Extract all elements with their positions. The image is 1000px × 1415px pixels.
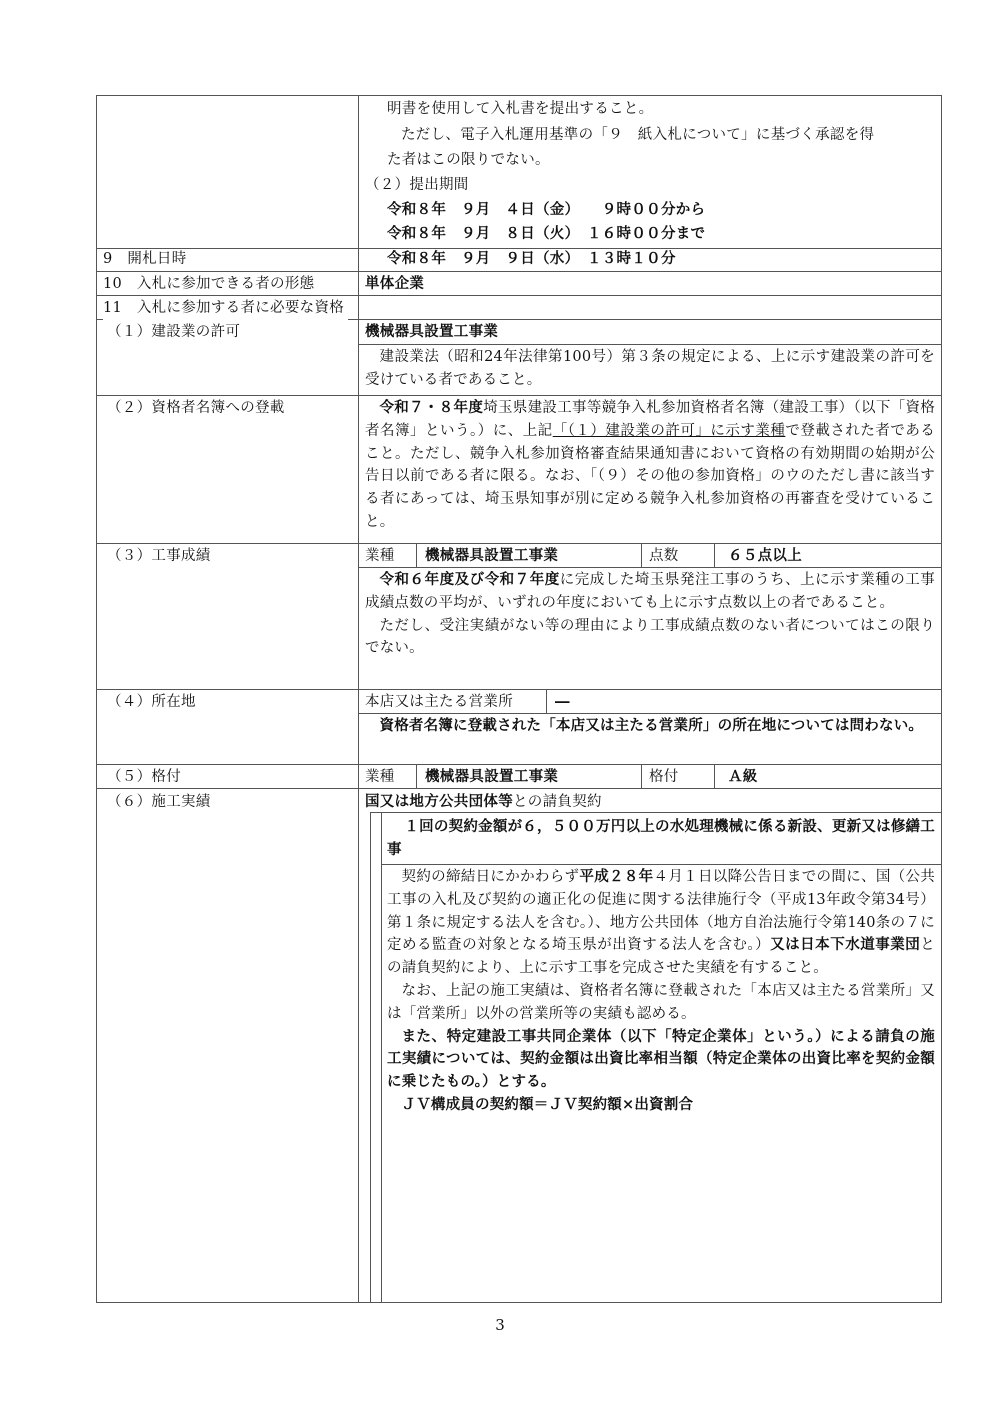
q3-label: （３）工事成績 <box>107 548 211 564</box>
item10-label: 10 入札に参加できる者の形態 <box>103 276 315 292</box>
row-divider <box>97 764 941 765</box>
cell-divider <box>641 543 642 567</box>
q3-score-value: ６５点以上 <box>728 547 802 564</box>
row-divider <box>97 271 941 272</box>
row-divider <box>358 344 941 345</box>
q4-text: 資格者名簿に登載された「本店又は主たる営業所」の所在地については問わない。 <box>379 717 924 734</box>
column-divider <box>358 96 359 1302</box>
row-divider <box>97 788 941 789</box>
q3-text: 令和６年度及び令和７年度に完成した埼玉県発注工事のうち、上に示す業種の工事成績点数の平均が、いずれの年度においても上に示す点数以上の者であること。 ただし、受注実績がない等の理由により工事成績点数のない者についてはこの限りでない。 <box>365 571 935 657</box>
item8-line1: 明書を使用して入札書を提出すること。 <box>387 101 654 117</box>
q6-label: （６）施工実績 <box>107 794 211 810</box>
cell-divider <box>546 689 547 713</box>
q5-type-label: 業種 <box>365 769 395 785</box>
q4-office-value: ― <box>555 693 570 710</box>
q6-body-text: 契約の締結日にかかわらず平成２８年４月１日以降公告日までの間に、国（公共工事の入札及び契約の適正化の促進に関する法律施行令（平成13年政令第34号）第１条に規定する法人を含む。）、地方公共団体（地方自治法施行令第140条の７に定める監査の対象となる埼玉県が出資する法人を含む。）又は日本下水道事業団との請負契約により、上に示す工事を完成させた実績を有すること。 なお、上記の施工実績は、資格者名簿に登載された「本店又は主たる営業所」又は「営業所」以外の営業所等の実績も認める。 また、特定建設工事共同企業体（以下「特定企業体」という。）による請負の施工実績については、契約金額は出資比率相当額（特定企業体の出資比率を契約金額に乗じたもの。）とする。 ＪＶ構成員の契約額＝ＪＶ契約額×出資割合 <box>387 868 936 1113</box>
item8-sub-title: （２）提出期間 <box>365 177 469 193</box>
cell-divider <box>416 543 417 567</box>
q2-text: 令和７・８年度埼玉県建設工事等競争入札参加資格者名簿（建設工事）（以下「資格者名簿」という。）に、上記「（１）建設業の許可」に示す業種で登載された者であること。ただし、競争入札参加資格審査結果通知書において資格の有効期間の始期が公告日以前である者に限る。なお、「（９）その他の参加資格」のウのただし書に該当する者にあっては、埼玉県知事が別に定める競争入札参加資格の再審査を受けていること。 <box>365 399 936 530</box>
q3-type-label: 業種 <box>365 548 395 564</box>
item9-value: 令和８年 ９月 ９日（水） １３時１０分 <box>387 250 676 267</box>
item11-label: 11 入札に参加する者に必要な資格 <box>103 297 348 320</box>
cell-divider <box>416 764 417 788</box>
q1-label: （１）建設業の許可 <box>107 324 241 340</box>
row-divider <box>358 567 941 568</box>
row-divider <box>358 713 941 714</box>
q5-type-value: 機械器具設置工事業 <box>425 768 559 785</box>
row-divider <box>97 295 941 296</box>
cell-divider <box>714 764 715 788</box>
inner-box-divider <box>381 864 941 865</box>
q5-grade-value: Ａ級 <box>728 768 758 785</box>
period-end: 令和８年 ９月 ８日（火） １６時００分まで <box>387 225 706 242</box>
row-divider <box>97 395 941 396</box>
inner-box-inner-left <box>381 812 382 1302</box>
q1-value: 機械器具設置工事業 <box>365 323 499 340</box>
cell-divider <box>714 543 715 567</box>
item8-line3: た者はこの限りでない。 <box>387 152 550 168</box>
q2-label: （２）資格者名簿への登載 <box>107 400 285 416</box>
q5-grade-label: 格付 <box>649 769 679 785</box>
inner-box-top <box>370 812 941 813</box>
q6-header-text: １回の契約金額が６，５００万円以上の水処理機械に係る新設、更新又は修繕工事 <box>387 818 935 858</box>
q3-score-label: 点数 <box>649 548 679 564</box>
q3-type-value: 機械器具設置工事業 <box>425 547 559 564</box>
inner-box-left <box>370 812 371 1302</box>
document-table <box>96 95 942 1303</box>
q4-label: （４）所在地 <box>107 694 196 710</box>
item9-label: 9 開札日時 <box>103 251 187 267</box>
item8-line2: ただし、電子入札運用基準の「９ 紙入札について」に基づく承認を得 <box>401 127 875 143</box>
q1-text: 建設業法（昭和24年法律第100号）第３条の規定による、上に示す建設業の許可を受けている者であること。 <box>365 349 935 388</box>
row-divider <box>97 689 941 690</box>
q4-office-label: 本店又は主たる営業所 <box>365 694 513 710</box>
q6-contract: 国又は地方公共団体等との請負契約 <box>365 793 602 810</box>
row-divider <box>97 543 941 544</box>
q5-label: （５）格付 <box>107 769 181 785</box>
period-start: 令和８年 ９月 ４日（金） ９時００分から <box>387 201 706 218</box>
item10-value: 単体企業 <box>365 275 425 292</box>
page-number: 3 <box>495 1316 505 1334</box>
cell-divider <box>641 764 642 788</box>
